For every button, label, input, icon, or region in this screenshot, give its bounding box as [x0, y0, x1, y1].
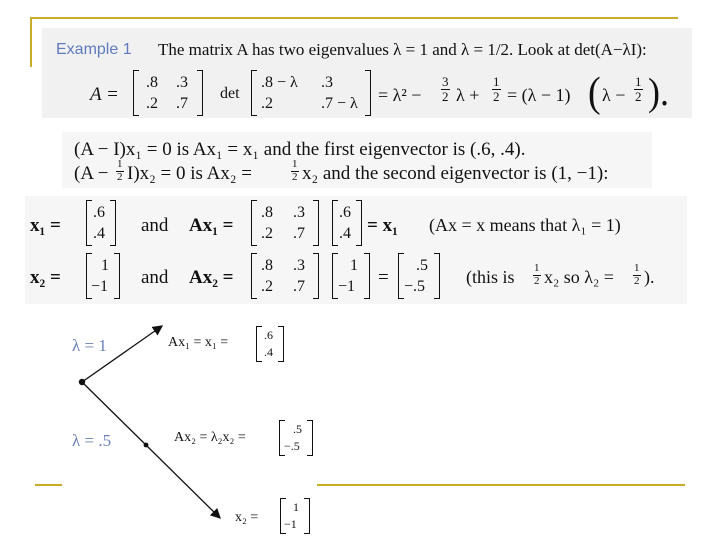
ax2-vector [279, 420, 313, 456]
vector-cell: −1 [284, 517, 297, 531]
matrix-a-cell: .2 [261, 278, 273, 295]
matrix-det-cell: .2 [261, 95, 273, 112]
vector-cell: −1 [338, 278, 356, 295]
vector-cell: .4 [264, 345, 273, 359]
vector-cell: .6 [93, 204, 105, 221]
frac-num: 3 [442, 74, 449, 89]
matrix-a-cell: .7 [293, 278, 305, 295]
frac-den: 2 [117, 170, 123, 183]
and-1: and [141, 215, 169, 236]
poly-eq: = (λ − 1) [507, 85, 571, 105]
vector-cell: −.5 [404, 278, 426, 295]
vector-cell: .6 [339, 204, 351, 221]
ax1-eq: Ax₁ = [189, 215, 234, 236]
vector-cell: .5 [293, 422, 302, 436]
frac-num: 1 [117, 158, 123, 170]
ax2-dot [144, 443, 149, 448]
frac-den: 2 [493, 88, 500, 104]
vector-cell: 1 [293, 500, 299, 514]
matrix-det-cell: .3 [321, 74, 333, 91]
factor-lambda: λ − [602, 85, 626, 105]
matrix-a-cell: .7 [293, 225, 305, 242]
vector-cell: −1 [91, 278, 109, 295]
det-label: det [220, 85, 240, 102]
x2-label: x₂ = [235, 510, 259, 525]
ax1-label: Ax₁ = x₁ = [168, 335, 229, 350]
factor-close-paren: ). [648, 70, 669, 114]
x2-vector [280, 498, 310, 534]
frac-den: 2 [442, 88, 449, 104]
arrow-x2 [82, 382, 220, 518]
matrix-a-cell: .2 [261, 225, 273, 242]
a-equals: A = [90, 84, 119, 105]
matrix-a-cell: .2 [146, 95, 158, 112]
frac-den: 2 [292, 170, 298, 183]
example-label: Example 1 [56, 41, 132, 58]
lambda-2-label: λ = .5 [72, 431, 112, 450]
frac-num: 1 [493, 74, 500, 89]
matrix-a-cell: .3 [176, 74, 188, 91]
vector-cell: .6 [264, 328, 273, 342]
frac-num: 1 [634, 262, 640, 274]
eigen-line-1: (A − I)x₁ = 0 is Ax₁ = x₁ and the first eigenvector is (.6, .4). [74, 139, 526, 160]
frac-num: 1 [635, 74, 642, 89]
ax2-label: Ax₂ = λ₂x₂ = [174, 430, 246, 445]
poly-mid: λ + [456, 85, 480, 105]
row2-eq: = [378, 267, 389, 288]
row2-note-c: ). [644, 267, 655, 287]
origin-dot [79, 379, 85, 385]
matrix-a-cell: .3 [293, 204, 305, 221]
vector-cell: 1 [350, 257, 358, 274]
vector-cell: 1 [101, 257, 109, 274]
x1-eq: x₁ = [30, 215, 61, 236]
vector-cell: .4 [93, 225, 105, 242]
lambda-1-label: λ = 1 [72, 336, 107, 355]
vector-cell: −.5 [284, 439, 300, 453]
frac-den: 2 [635, 88, 642, 104]
and-2: and [141, 267, 169, 288]
row2-note-b: x₂ so λ₂ = [544, 267, 614, 287]
frac-num: 1 [534, 262, 540, 274]
factor-open-paren: ( [588, 69, 601, 117]
frac-den: 2 [534, 274, 540, 287]
eigen-line-2a: (A − [74, 163, 109, 184]
ax1-vector [256, 326, 284, 362]
x2-eq: x₂ = [30, 267, 61, 288]
eigen-line-2b: I)x₂ = 0 is Ax₂ = [127, 163, 252, 184]
vector-cell: .4 [339, 225, 351, 242]
matrix-a-cell: .3 [293, 257, 305, 274]
x1-result: = x₁ [367, 215, 398, 236]
frac-den: 2 [634, 274, 640, 287]
frac-num: 1 [292, 158, 298, 170]
matrix-det-cell: .7 − λ [321, 95, 358, 112]
matrix-det-cell: .8 − λ [261, 74, 298, 91]
matrix-a-cell: .8 [261, 257, 273, 274]
matrix-a-cell: .8 [146, 74, 158, 91]
eigen-line-2c: x₂ and the second eigenvector is (1, −1): [302, 163, 609, 184]
intro-text: The matrix A has two eigenvalues λ = 1 and λ = 1/2. Look at det(A−λI): [158, 40, 647, 59]
row1-note: (Ax = x means that λ₁ = 1) [429, 215, 621, 235]
row2-note-a: (this is [466, 267, 515, 287]
matrix-a-cell: .7 [176, 95, 188, 112]
matrix-a-cell: .8 [261, 204, 273, 221]
poly-lhs: = λ² − [378, 85, 422, 105]
vector-cell: .5 [416, 257, 428, 274]
ax2-eq: Ax₂ = [189, 267, 234, 288]
